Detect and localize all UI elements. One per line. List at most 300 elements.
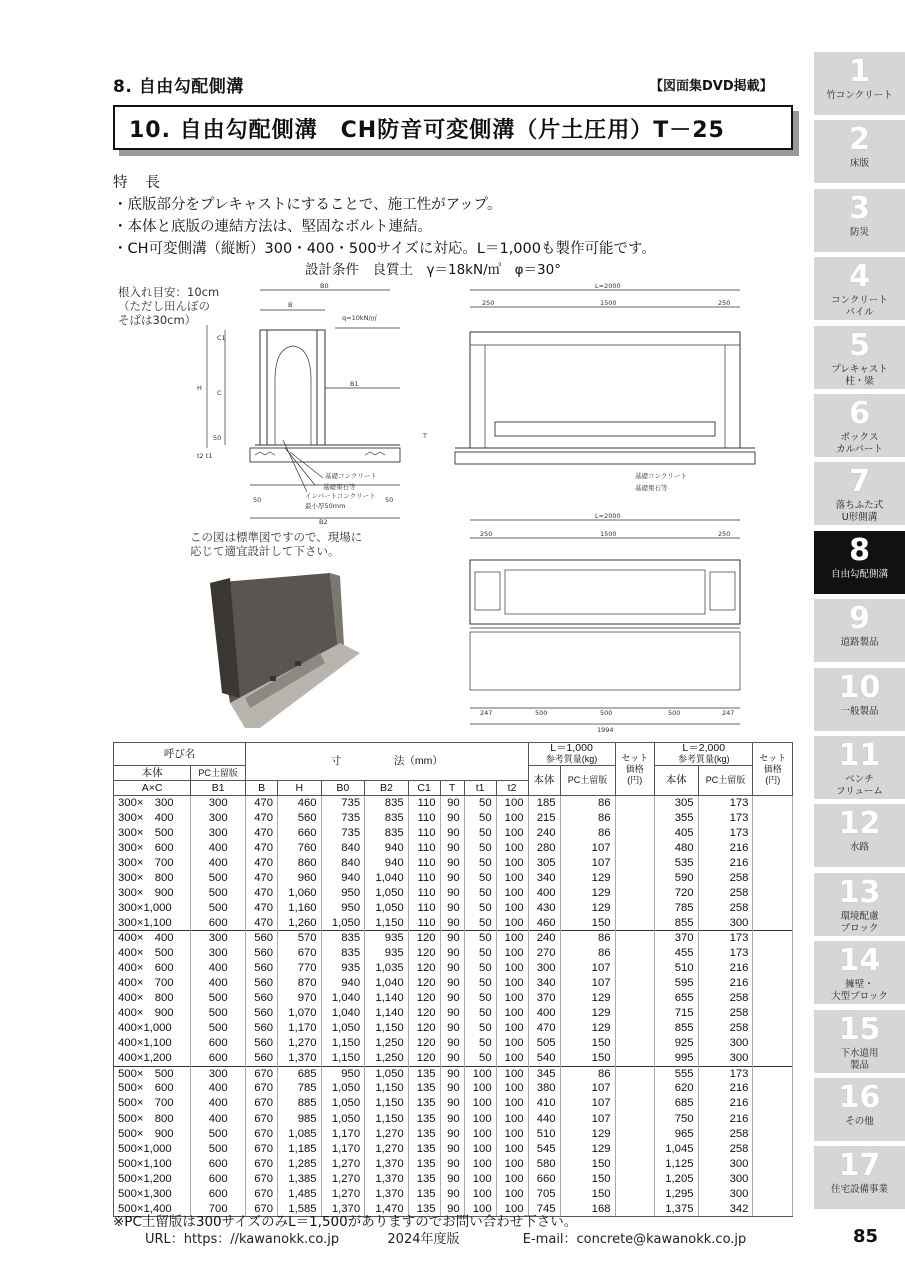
table-row [114,1051,793,1066]
table-cell: 500 [191,1142,246,1157]
table-cell: 300× 500 [114,826,191,841]
table-cell [615,1021,655,1036]
table-cell: 670 [246,1066,278,1081]
table-cell: 305 [528,856,560,871]
table-cell: 400× 600 [114,961,191,976]
table-cell: 300 [191,1066,246,1081]
table-cell: 925 [655,1036,699,1051]
table-cell [753,916,793,931]
table-cell: 300 [191,946,246,961]
table-cell: 150 [560,1172,615,1187]
table-cell: 100 [496,1066,528,1081]
table-cell: 560 [246,991,278,1006]
table-cell: 735 [321,826,365,841]
side-tab-label: 道路製品 [840,637,879,649]
table-cell: 735 [321,811,365,826]
table-cell: 110 [408,916,440,931]
table-cell: 1,170 [321,1142,365,1157]
label-500: 500 [535,709,548,717]
side-tab-label: 水路 [849,842,869,854]
table-cell: 300 [528,961,560,976]
table-cell [615,1051,655,1066]
footnote: ※PC土留版は300サイズのみL＝1,500がありますのでお問い合わせ下さい。 [113,1214,578,1230]
table-cell: 100 [496,796,528,811]
table-cell: 985 [278,1111,322,1126]
table-cell: 300 [191,931,246,946]
table-row [114,1066,793,1081]
side-tab-1[interactable] [814,52,905,115]
table-cell: 120 [408,961,440,976]
table-cell: 500× 700 [114,1096,191,1111]
table-row [114,1187,793,1202]
table-cell: 770 [278,961,322,976]
table-cell: 510 [528,1127,560,1142]
label-250: 250 [718,530,731,538]
side-tab-10[interactable] [814,668,905,731]
table-cell: 370 [655,931,699,946]
side-tab-label: その他 [845,1116,874,1127]
label-250: 250 [482,299,495,307]
table-cell: 120 [408,1051,440,1066]
table-cell: 540 [528,1051,560,1066]
table-cell: 100 [496,1202,528,1217]
table-cell: 90 [440,1081,464,1096]
table-cell: 258 [698,1006,753,1021]
table-cell: 300×1,100 [114,916,191,931]
side-tab-number: 17 [838,1148,881,1184]
side-tab-label: 擁壁・ 大型ブロック [831,979,888,1003]
table-cell: 1,205 [655,1172,699,1187]
feature-item: ・底版部分をプレキャストにすることで、施工性がアップ。 [113,197,502,213]
table-cell [615,811,655,826]
table-cell: 410 [528,1096,560,1111]
table-cell [615,1111,655,1126]
table-cell: 90 [440,1051,464,1066]
table-cell: 760 [278,841,322,856]
table-cell: 173 [698,796,753,811]
table-cell: 129 [560,1142,615,1157]
table-cell: 135 [408,1202,440,1217]
table-cell: 1,140 [365,1006,409,1021]
side-tab-number: 6 [849,396,870,431]
table-cell: 600 [191,916,246,931]
table-cell: 300 [698,916,753,931]
title-box [113,105,793,150]
footer-url[interactable]: URL：https：//kawanokk.co.jp [145,1232,340,1247]
table-cell: 500 [191,901,246,916]
table-cell: 940 [321,976,365,991]
table-cell: 1,485 [278,1187,322,1202]
table-cell: 300× 300 [114,796,191,811]
side-tab-9[interactable] [814,599,905,662]
table-row [114,1172,793,1187]
table-cell: 90 [440,916,464,931]
table-cell: 1,050 [365,901,409,916]
table-cell [753,1081,793,1096]
table-cell: 500× 600 [114,1081,191,1096]
side-tab-17[interactable] [814,1146,905,1209]
table-cell [615,856,655,871]
table-cell: 700 [191,1202,246,1217]
table-cell [615,1142,655,1157]
table-cell: 216 [698,1111,753,1126]
table-cell: 1,040 [321,991,365,1006]
table-row [114,826,793,841]
table-cell: 258 [698,901,753,916]
table-cell [615,961,655,976]
table-cell: 500×1,000 [114,1142,191,1157]
table-cell: 90 [440,961,464,976]
table-cell: 835 [321,946,365,961]
table-cell: 400 [528,886,560,901]
col-head-body: 本体 [114,766,191,781]
table-cell: 135 [408,1066,440,1081]
table-cell: 1,050 [321,1081,365,1096]
table-cell: 500× 800 [114,1111,191,1126]
table-cell [615,1157,655,1172]
table-cell [615,976,655,991]
l1000-label: L＝1,000 [550,742,593,754]
table-cell: 135 [408,1111,440,1126]
table-cell: 258 [698,1127,753,1142]
label-1500: 1500 [600,530,617,538]
table-cell: 90 [440,1096,464,1111]
label-1994: 1994 [597,726,614,734]
design-condition: 設計条件 良質土 γ＝18kN/㎥ φ＝30° [305,262,561,278]
side-tab-7[interactable] [814,462,905,525]
side-tab-16[interactable] [814,1078,905,1141]
table-cell [753,1096,793,1111]
table-cell: 400 [528,1006,560,1021]
table-cell: 300× 900 [114,886,191,901]
table-row [114,1111,793,1126]
side-tab-number: 10 [838,669,881,705]
table-cell: 670 [246,1096,278,1111]
label-base-stone: 基礎栗石等 [323,483,356,491]
page-number: 85 [853,1226,879,1247]
table-cell: 100 [464,1187,496,1202]
label-h: H [197,384,202,392]
table-cell: 1,170 [278,1021,322,1036]
table-cell: 400 [191,976,246,991]
side-tab-number: 7 [849,464,870,500]
table-cell: 120 [408,946,440,961]
table-cell: 120 [408,976,440,991]
col-head-t: T [440,781,464,796]
weight-label: 参考質量(kg) [677,754,730,764]
table-cell: 50 [464,811,496,826]
table-cell: 107 [560,841,615,856]
table-cell: 100 [464,1066,496,1081]
table-cell [615,1066,655,1081]
table-cell: 1,185 [278,1142,322,1157]
table-cell: 500 [191,871,246,886]
table-cell: 470 [246,856,278,871]
table-cell: 670 [246,1081,278,1096]
table-cell: 86 [560,1066,615,1081]
col-head-h: H [278,781,322,796]
label-min-thick: 最小厚50mm [305,502,346,510]
table-cell [753,1006,793,1021]
table-cell: 300× 400 [114,811,191,826]
side-tab-label: 床版 [849,158,869,170]
side-tab-13[interactable] [814,873,905,936]
table-cell: 970 [278,991,322,1006]
side-tab-12[interactable] [814,804,905,867]
side-tab-label: 環境配慮 ブロック [840,910,879,934]
label-t2t1: t2 t1 [197,452,213,460]
table-cell: 685 [655,1096,699,1111]
side-tab-8[interactable] [814,531,905,594]
table-cell: 100 [496,976,528,991]
table-cell [615,1006,655,1021]
table-cell: 100 [464,1157,496,1172]
table-cell: 600 [191,1051,246,1066]
table-cell: 100 [464,1142,496,1157]
table-cell: 300 [698,1051,753,1066]
table-cell: 400 [191,1096,246,1111]
table-cell: 300 [191,826,246,841]
table-cell: 600 [191,1172,246,1187]
footer-email[interactable]: E-mail：concrete@kawanokk.co.jp [522,1232,747,1247]
label-d50a: 50 [253,496,262,504]
side-tab-number: 4 [849,259,870,295]
table-cell: 670 [278,946,322,961]
table-cell: 86 [560,826,615,841]
table-cell [753,796,793,811]
table-cell: 345 [528,1066,560,1081]
label-b0: B0 [320,282,329,290]
table-cell: 555 [655,1066,699,1081]
table-cell: 120 [408,991,440,1006]
table-cell: 300×1,000 [114,901,191,916]
table-cell: 270 [528,946,560,961]
table-cell: 100 [496,901,528,916]
side-elevation-drawing [450,280,760,495]
table-row [114,961,793,976]
side-tab-14[interactable] [814,941,905,1004]
table-cell: 940 [365,856,409,871]
table-cell: 90 [440,886,464,901]
table-cell: 300 [698,1172,753,1187]
table-cell: 460 [278,796,322,811]
side-tab-5[interactable] [814,326,905,389]
label-base-concrete: 基礎コンクリート [325,472,377,480]
table-cell: 100 [496,871,528,886]
label-c1: C1 [217,334,226,342]
side-tab-11[interactable] [814,736,905,799]
col-head-b1: B1 [191,781,246,796]
table-cell: 107 [560,1111,615,1126]
table-cell: 240 [528,826,560,841]
table-cell: 995 [655,1051,699,1066]
table-cell: 1,050 [321,1111,365,1126]
table-cell: 655 [655,991,699,1006]
table-cell: 110 [408,901,440,916]
table-cell [753,1021,793,1036]
table-cell: 50 [464,1036,496,1051]
table-cell [753,1066,793,1081]
table-cell [615,1036,655,1051]
table-cell: 580 [528,1157,560,1172]
table-cell: 150 [560,1036,615,1051]
footer [145,1228,746,1247]
table-cell: 90 [440,1127,464,1142]
col-head-l1000 [528,743,615,766]
table-cell: 505 [528,1036,560,1051]
table-cell: 500 [191,1021,246,1036]
side-tab-4[interactable] [814,257,905,320]
side-tab-15[interactable] [814,1010,905,1073]
table-cell: 216 [698,1096,753,1111]
plan-drawing [460,510,750,740]
table-cell: 100 [496,841,528,856]
table-cell: 280 [528,841,560,856]
table-cell: 300× 800 [114,871,191,886]
table-cell: 620 [655,1081,699,1096]
side-tab-label: 竹コンクリート [826,90,893,101]
table-cell: 100 [496,886,528,901]
table-cell: 715 [655,1006,699,1021]
table-cell: 110 [408,811,440,826]
table-row [114,1006,793,1021]
table-cell: 135 [408,1157,440,1172]
side-tab-number: 13 [838,874,881,910]
table-cell: 110 [408,841,440,856]
table-cell: 120 [408,1006,440,1021]
table-cell [615,1127,655,1142]
table-cell: 745 [528,1202,560,1217]
table-cell: 935 [365,931,409,946]
table-cell: 50 [464,1021,496,1036]
table-cell: 340 [528,871,560,886]
table-cell: 470 [528,1021,560,1036]
table-cell: 100 [496,931,528,946]
table-cell: 129 [560,1006,615,1021]
table-cell: 173 [698,811,753,826]
table-cell: 50 [464,856,496,871]
table-cell: 560 [246,976,278,991]
table-cell: 135 [408,1172,440,1187]
col-head-set1: セット 価格 (円) [615,743,655,796]
table-cell: 400× 900 [114,1006,191,1021]
col-head-t1: t1 [464,781,496,796]
table-cell: 735 [321,796,365,811]
side-tab-number: 16 [838,1080,881,1115]
table-cell: 107 [560,856,615,871]
table-cell: 50 [464,826,496,841]
col-head-b: B [246,781,278,796]
table-cell: 355 [655,811,699,826]
spec-table [113,742,793,1217]
side-tab-3[interactable] [814,189,905,252]
table-cell: 100 [464,1202,496,1217]
side-tab-6[interactable] [814,394,905,457]
table-cell [615,826,655,841]
table-cell: 1,060 [278,886,322,901]
table-cell: 173 [698,826,753,841]
table-cell: 500 [191,1127,246,1142]
col-head-name: 呼び名 [114,743,246,766]
table-cell: 1,040 [365,871,409,886]
table-cell: 965 [655,1127,699,1142]
features-heading: 特長 [113,175,178,191]
footer-year: 2024年度版 [387,1232,460,1247]
table-cell: 100 [464,1127,496,1142]
table-cell [753,961,793,976]
table-cell: 173 [698,931,753,946]
label-b1: B1 [350,380,359,388]
table-cell: 100 [496,856,528,871]
table-cell: 1,150 [365,1111,409,1126]
table-row [114,1036,793,1051]
side-tab-number: 14 [838,943,881,979]
table-cell: 940 [321,871,365,886]
table-row [114,841,793,856]
table-cell: 90 [440,856,464,871]
table-cell [753,991,793,1006]
table-cell: 1,050 [365,886,409,901]
table-cell: 100 [496,811,528,826]
table-cell [753,1127,793,1142]
table-cell [753,1036,793,1051]
table-cell: 470 [246,886,278,901]
col-head-b0: B0 [321,781,365,796]
table-cell [753,1202,793,1217]
table-cell: 129 [560,991,615,1006]
table-cell: 670 [246,1127,278,1142]
table-cell: 300× 700 [114,856,191,871]
table-cell: 1,040 [365,976,409,991]
note-line: （ただし田んぼの [118,299,210,313]
table-cell: 100 [496,1172,528,1187]
table-cell: 50 [464,916,496,931]
table-cell: 1,385 [278,1172,322,1187]
table-cell: 855 [655,916,699,931]
side-tab-number: 2 [849,122,870,158]
table-cell: 110 [408,871,440,886]
table-cell: 500×1,400 [114,1202,191,1217]
table-cell [615,1081,655,1096]
table-cell: 86 [560,811,615,826]
table-cell: 258 [698,871,753,886]
feature-item: ・本体と底版の連結方法は、堅固なボルト連結。 [113,219,432,235]
table-cell: 100 [464,1111,496,1126]
table-cell: 90 [440,796,464,811]
side-tab-2[interactable] [814,120,905,183]
table-cell: 300× 600 [114,841,191,856]
label-l2000: L=2000 [595,512,621,520]
table-cell: 1,085 [278,1127,322,1142]
table-cell: 215 [528,811,560,826]
table-cell: 90 [440,976,464,991]
table-cell: 750 [655,1111,699,1126]
table-cell [615,1202,655,1217]
table-cell: 510 [655,961,699,976]
table-cell: 400×1,200 [114,1051,191,1066]
table-cell: 86 [560,946,615,961]
table-cell: 480 [655,841,699,856]
label-b: B [288,301,293,309]
table-cell: 90 [440,1021,464,1036]
table-cell [753,811,793,826]
table-cell: 90 [440,811,464,826]
table-row [114,946,793,961]
table-cell: 90 [440,901,464,916]
col-head-w-pc: PC土留版 [698,766,753,796]
table-cell: 1,050 [321,1096,365,1111]
side-tab-label: ベンチ フリューム [836,774,883,797]
